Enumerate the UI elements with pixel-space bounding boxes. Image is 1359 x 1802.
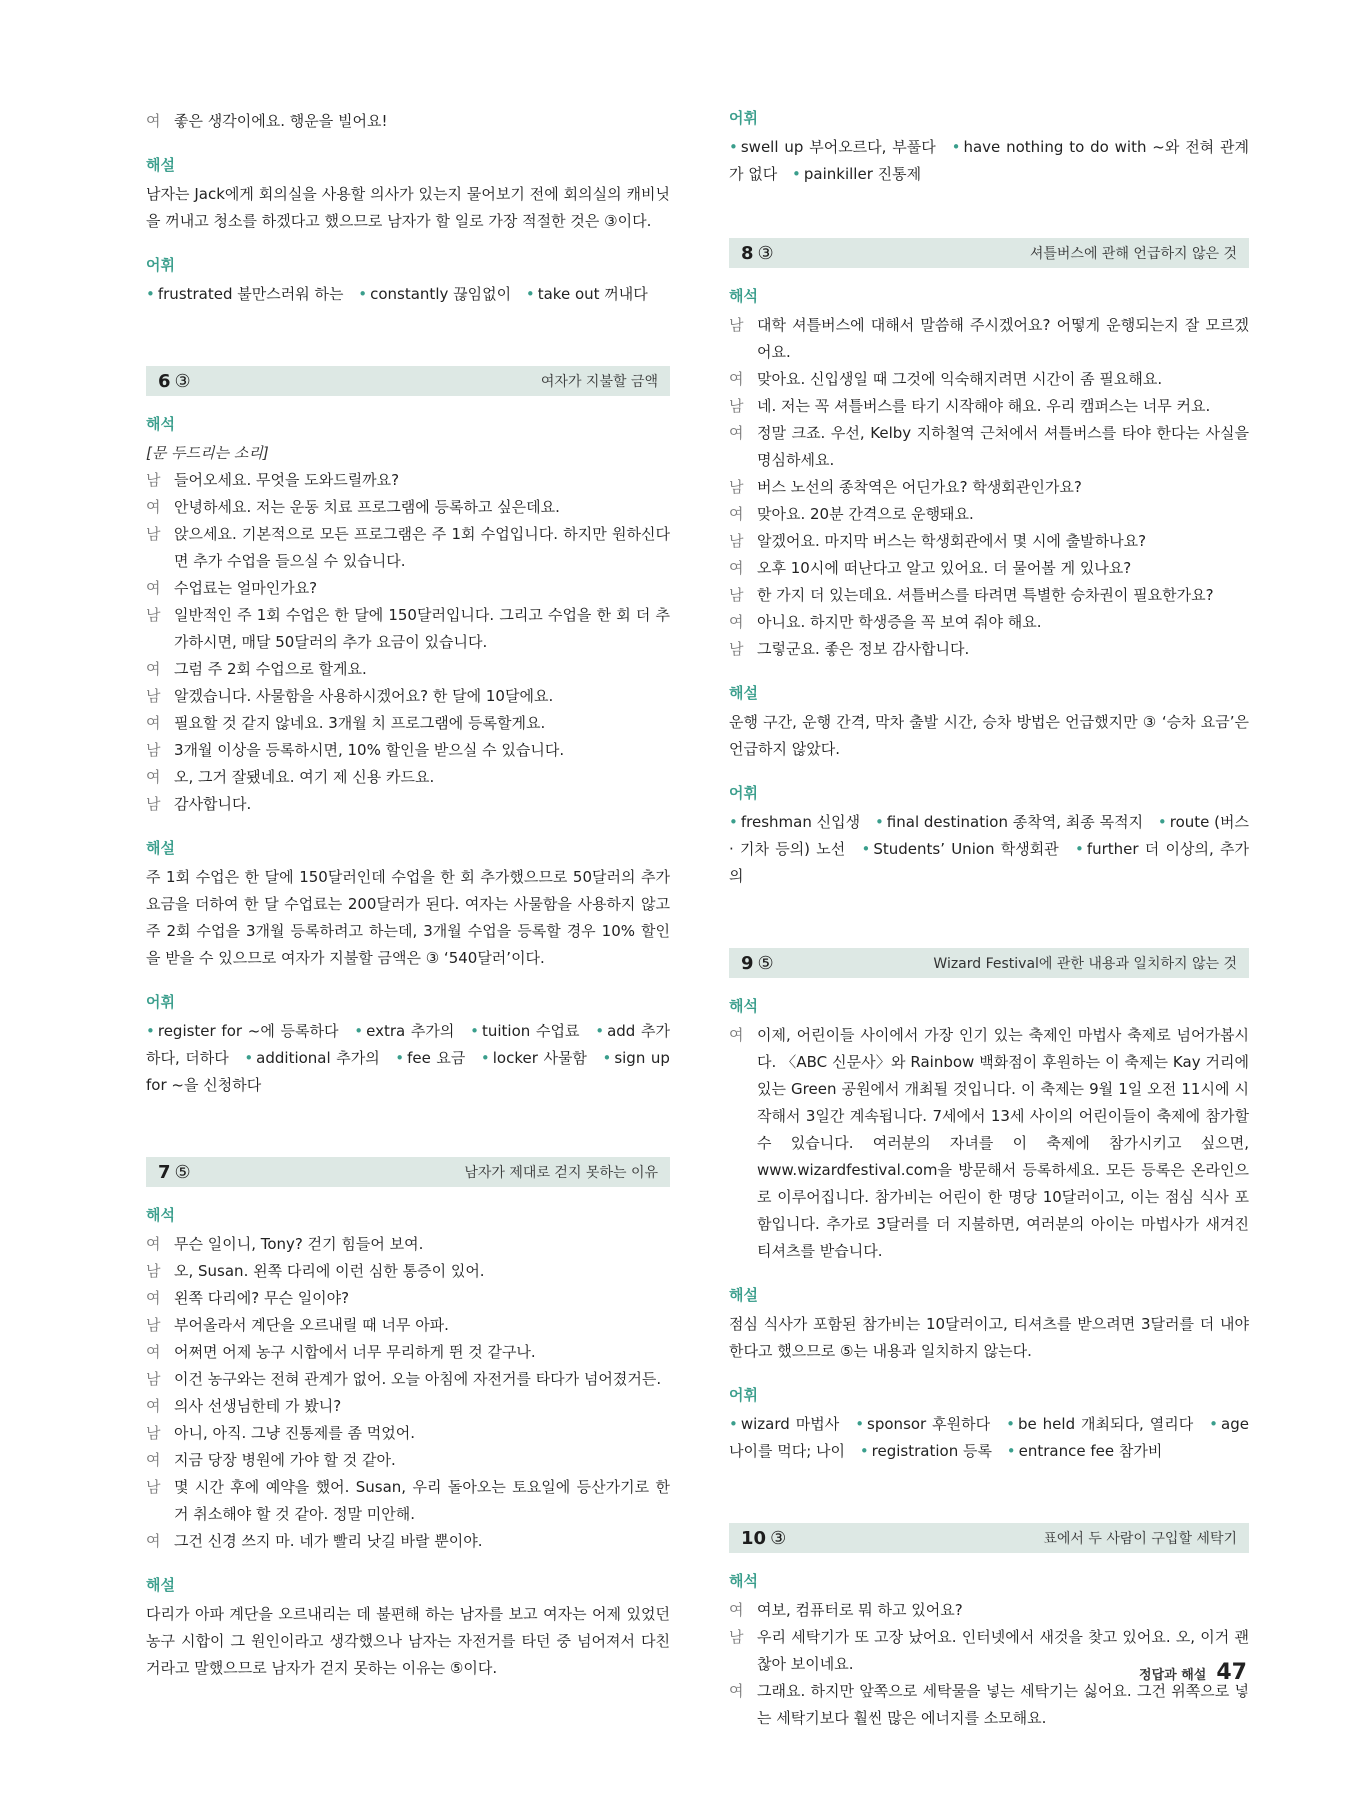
- dialogue-line: [146, 710, 670, 737]
- dialogue-line: [729, 609, 1249, 636]
- speaker: 남: [146, 1370, 161, 1388]
- speaker: 남: [729, 532, 744, 550]
- dialogue-line: [729, 420, 1249, 474]
- line-text: 감사합니다.: [174, 795, 252, 813]
- dialogue-line: [146, 1528, 670, 1555]
- vocab-item: take out 꺼내다: [537, 285, 648, 303]
- line-text: 몇 시간 후에 예약을 했어. Susan, 우리 돌아오는 토요일에 등산가기로 한 거 취소해야 할 것 같아. 정말 미안해.: [174, 1478, 670, 1523]
- translation-label: 해석: [146, 415, 175, 433]
- vocab-label: 어휘: [729, 109, 758, 127]
- dialogue-line: [146, 1447, 670, 1474]
- explain-label: 해설: [729, 1286, 758, 1304]
- dialogue-line: [146, 1231, 670, 1258]
- question-header-10: [729, 1523, 1249, 1553]
- line-text: 왼쪽 다리에? 무슨 일이야?: [174, 1289, 350, 1307]
- question-number: 8 ③: [741, 242, 774, 264]
- dialogue-line: [729, 1022, 1249, 1265]
- line-text: 오, 그거 잘됐네요. 여기 제 신용 카드요.: [174, 768, 435, 786]
- line-text: 부어올라서 계단을 오르내릴 때 너무 아파.: [174, 1316, 449, 1334]
- dialogue: [729, 1022, 1249, 1265]
- vocab-item: registration 등록: [871, 1442, 992, 1460]
- vocab-list: • wizard 마법사 • sponsor 후원하다 • be held 개최되다, 열리다 • age 나이를 먹다; 나이 • registration 등록 • entrance fee 참가비: [729, 1415, 1249, 1460]
- vocab-item: constantly 끊임없이: [370, 285, 512, 303]
- vocab-item: freshman 신입생: [740, 813, 861, 831]
- dialogue: [146, 467, 670, 818]
- speaker: 여: [146, 660, 161, 678]
- dialogue-line: [729, 636, 1249, 663]
- speaker: 여: [729, 559, 744, 577]
- line-text: 맞아요. 20분 간격으로 운행돼요.: [757, 505, 974, 523]
- speaker: 남: [146, 525, 161, 543]
- speaker: 여: [146, 1289, 161, 1307]
- page-footer: [1139, 1660, 1247, 1685]
- line-text: 그건 신경 쓰지 마. 네가 빨리 낫길 바랄 뿐이야.: [174, 1532, 483, 1550]
- speaker: 여: [146, 112, 161, 130]
- dialogue-line: [146, 1258, 670, 1285]
- dialogue-line: [729, 582, 1249, 609]
- dialogue-line: [146, 737, 670, 764]
- page-number: 47: [1216, 1660, 1247, 1685]
- line-text: 여보, 컴퓨터로 뭐 하고 있어요?: [757, 1601, 963, 1619]
- vocab-list: • frustrated 불만스러워 하는 • constantly 끊임없이 • take out 꺼내다: [146, 285, 648, 303]
- vocab-item: further 더 이상의, 추가의: [729, 840, 1249, 885]
- speaker: 여: [729, 1682, 744, 1700]
- vocab-item: route (버스 · 기차 등의) 노선: [729, 813, 1250, 858]
- dialogue-line: [146, 1366, 670, 1393]
- question-title: 여자가 지불할 금액: [540, 374, 658, 390]
- line-text: 네. 저는 꼭 셔틀버스를 타기 시작해야 해요. 우리 캠퍼스는 너무 커요.: [757, 397, 1211, 415]
- line-text: 지금 당장 병원에 가야 할 것 같아.: [174, 1451, 396, 1469]
- speaker: 남: [729, 478, 744, 496]
- vocab-item: painkiller 진통제: [803, 165, 922, 183]
- dialogue-line: [146, 108, 670, 135]
- vocab-item: entrance fee 참가비: [1018, 1442, 1163, 1460]
- answer-mark: ⑤: [757, 952, 774, 974]
- speaker: 남: [146, 606, 161, 624]
- question-header-8: [729, 238, 1249, 268]
- line-text: 우리 세탁기가 또 고장 났어요. 인터넷에서 새것을 찾고 있어요. 오, 이거 괜찮아 보이네요.: [757, 1628, 1249, 1673]
- dialogue-line: [146, 1312, 670, 1339]
- speaker: 여: [146, 498, 161, 516]
- speaker: 남: [729, 397, 744, 415]
- answer-mark: ⑤: [174, 1161, 191, 1183]
- vocab-label: 어휘: [729, 784, 758, 802]
- vocab-label: 어휘: [146, 993, 175, 1011]
- vocab-item: be held 개최되다, 열리다: [1017, 1415, 1194, 1433]
- explain-text: 운행 구간, 운행 간격, 막차 출발 시간, 승차 방법은 언급했지만 ③ ‘승차 요금’은 언급하지 않았다.: [729, 713, 1249, 758]
- line-text: 필요할 것 같지 않네요. 3개월 치 프로그램에 등록할게요.: [174, 714, 546, 732]
- vocab-item: extra 추가의: [366, 1022, 455, 1040]
- speaker: 여: [729, 505, 744, 523]
- vocab-list: • register for ~에 등록하다 • extra 추가의 • tuition 수업료 • add 추가하다, 더하다 • additional 추가의 • fee 요금 • locker 사물함 • sign up for ~을 신청하다: [146, 1022, 670, 1094]
- line-text: 아니요. 하지만 학생증을 꼭 보여 줘야 해요.: [757, 613, 1042, 631]
- speaker: 여: [729, 424, 744, 442]
- translation-label: 해석: [146, 1206, 175, 1224]
- line-text: 아니, 아직. 그냥 진통제를 좀 먹었어.: [174, 1424, 416, 1442]
- question-title: 셔틀버스에 관해 언급하지 않은 것: [1029, 246, 1237, 262]
- speaker: 여: [146, 1451, 161, 1469]
- translation-label: 해석: [729, 997, 758, 1015]
- answer-mark: ③: [174, 370, 191, 392]
- answer-mark: ③: [757, 242, 774, 264]
- translation-label: 해석: [729, 1572, 758, 1590]
- question-header-7: [146, 1157, 670, 1187]
- speaker: 여: [729, 1026, 744, 1044]
- dialogue-line: [729, 1678, 1249, 1732]
- vocab-item: frustrated 불만스러워 하는: [157, 285, 344, 303]
- dialogue-line: [729, 366, 1249, 393]
- line-text: 맞아요. 신입생일 때 그것에 익숙해지려면 시간이 좀 필요해요.: [757, 370, 1163, 388]
- explain-text: 점심 식사가 포함된 참가비는 10달러이고, 티셔츠를 받으려면 3달러를 더 내야 한다고 했으므로 ⑤는 내용과 일치하지 않는다.: [729, 1315, 1249, 1360]
- speaker: 여: [146, 768, 161, 786]
- line-text: 3개월 이상을 등록하시면, 10% 할인을 받으실 수 있습니다.: [174, 741, 565, 759]
- line-text: 한 가지 더 있는데요. 셔틀버스를 타려면 특별한 승차권이 필요한가요?: [757, 586, 1214, 604]
- speaker: 여: [729, 370, 744, 388]
- line-text: 그럼 주 2회 수업으로 할게요.: [174, 660, 367, 678]
- line-text: 그렇군요. 좋은 정보 감사합니다.: [757, 640, 970, 658]
- speaker: 남: [146, 741, 161, 759]
- vocab-item: fee 요금: [407, 1049, 466, 1067]
- speaker: 여: [729, 1601, 744, 1619]
- vocab-item: sign up for ~을 신청하다: [146, 1049, 670, 1094]
- dialogue-line: [146, 1339, 670, 1366]
- footer-title: 정답과 해설: [1139, 1668, 1207, 1683]
- line-text: 들어오세요. 무엇을 도와드릴까요?: [174, 471, 400, 489]
- translation-label: 해석: [729, 287, 758, 305]
- vocab-item: sponsor 후원하다: [867, 1415, 991, 1433]
- question-number: 7 ⑤: [158, 1161, 191, 1183]
- dialogue-line: [146, 467, 670, 494]
- dialogue-line: [729, 393, 1249, 420]
- speaker: 여: [729, 613, 744, 631]
- question-title: 표에서 두 사람이 구입할 세탁기: [1043, 1531, 1237, 1547]
- line-text: 수업료는 얼마인가요?: [174, 579, 318, 597]
- question-number: 10 ③: [741, 1527, 787, 1549]
- dialogue-line: [729, 474, 1249, 501]
- vocab-item: age 나이를 먹다; 나이: [729, 1415, 1249, 1460]
- line-text: 이건 농구와는 전혀 관계가 없어. 오늘 아침에 자전거를 타다가 넘어졌거든.: [174, 1370, 662, 1388]
- speaker: 여: [146, 714, 161, 732]
- line-text: 오, Susan. 왼쪽 다리에 이런 심한 통증이 있어.: [174, 1262, 485, 1280]
- speaker: 남: [146, 471, 161, 489]
- line-text: 좋은 생각이에요. 행운을 빌어요!: [174, 112, 388, 130]
- dialogue-line: [729, 312, 1249, 366]
- line-text: 앉으세요. 기본적으로 모든 프로그램은 주 1회 수업입니다. 하지만 원하신다면 추가 수업을 들으실 수 있습니다.: [174, 525, 670, 570]
- dialogue: [729, 312, 1249, 663]
- line-text: 알겠습니다. 사물함을 사용하시겠어요? 한 달에 10달에요.: [174, 687, 554, 705]
- vocab-item: add 추가하다, 더하다: [146, 1022, 670, 1067]
- speaker: 여: [146, 1235, 161, 1253]
- stage-direction: [문 두드리는 소리]: [146, 444, 269, 462]
- line-text: 이제, 어린이들 사이에서 가장 인기 있는 축제인 마법사 축제로 넘어가봅시다. 〈ABC 신문사〉와 Rainbow 백화점이 후원하는 이 축제는 Kay 거리에 있는 Green 공원에서 개최될 것입니다. 이 축제는 9월 1일 오전 11시에 시작해서 3일간 계속됩니다. 7세에서 13세 사이의 어린이들이 축제에 참가할 수 있습니다. 여러분의 자녀를 이 축제에 참가시키고 싶으면, www.wizardfestival.com을 방문해서 등록하세요. 모든 등록은 온라인으로 이루어집니다. 참가비는 어린이 한 명당 10달러이고, 이는 점심 식사 포함입니다. 추가로 3달러를 더 지불하면, 여러분의 아이는 마법사가 새겨진 티셔츠를 받습니다.: [757, 1026, 1249, 1260]
- line-text: 안녕하세요. 저는 운동 치료 프로그램에 등록하고 싶은데요.: [174, 498, 560, 516]
- dialogue-line: [729, 501, 1249, 528]
- explain-label: 해설: [146, 156, 175, 174]
- vocab-label: 어휘: [146, 256, 175, 274]
- line-text: 어쩌면 어제 농구 시합에서 너무 무리하게 뛴 것 같구나.: [174, 1343, 536, 1361]
- dialogue-line: [729, 528, 1249, 555]
- line-text: 그래요. 하지만 앞쪽으로 세탁물을 넣는 세탁기는 싫어요. 그건 위쪽으로 넣는 세탁기보다 훨씬 많은 에너지를 소모해요.: [757, 1682, 1249, 1727]
- answer-mark: ③: [770, 1527, 787, 1549]
- explain-label: 해설: [729, 684, 758, 702]
- explain-text: 주 1회 수업은 한 달에 150달러인데 수업을 한 회 추가했으므로 50달러의 추가 요금을 더하여 한 달 수업료는 200달러가 된다. 여자는 사물함을 사용하지 않고 주 2회 수업을 3개월 등록하려고 하는데, 3개월 수업을 등록할 경우 10% 할인을 받을 수 있으므로 여자가 지불할 금액은 ③ ‘540달러’이다.: [146, 868, 670, 967]
- vocab-item: register for ~에 등록하다: [157, 1022, 339, 1040]
- question-header-6: [146, 366, 670, 396]
- dialogue-line: [729, 1597, 1249, 1624]
- speaker: 남: [729, 1628, 744, 1646]
- dialogue-line: [729, 555, 1249, 582]
- dialogue-line: [146, 683, 670, 710]
- line-text: 의사 선생님한테 가 봤니?: [174, 1397, 342, 1415]
- dialogue: [146, 1231, 670, 1555]
- question-title: Wizard Festival에 관한 내용과 일치하지 않는 것: [933, 956, 1237, 972]
- speaker: 남: [729, 586, 744, 604]
- speaker: 남: [146, 1424, 161, 1442]
- speaker: 여: [146, 1343, 161, 1361]
- question-number: 6 ③: [158, 370, 191, 392]
- dialogue-line: [146, 575, 670, 602]
- vocab-item: swell up 부어오르다, 부풀다: [740, 138, 936, 156]
- dialogue-line: [146, 1285, 670, 1312]
- speaker: 남: [146, 1478, 161, 1496]
- vocab-item: final destination 종착역, 최종 목적지: [886, 813, 1144, 831]
- explain-text: 다리가 아파 계단을 오르내리는 데 불편해 하는 남자를 보고 여자는 어제 있었던 농구 시합이 그 원인이라고 생각했으나 남자는 자전거를 타던 중 넘어져서 다친 거라고 말했으므로 남자가 걷지 못하는 이유는 ⑤이다.: [146, 1605, 670, 1677]
- question-header-9: [729, 948, 1249, 978]
- speaker: 남: [729, 316, 744, 334]
- vocab-list: • freshman 신입생 • final destination 종착역, 최종 목적지 • route (버스 · 기차 등의) 노선 • Students’ Union 학생회관 • further 더 이상의, 추가의: [729, 813, 1250, 885]
- speaker: 남: [146, 795, 161, 813]
- speaker: 남: [729, 640, 744, 658]
- dialogue-line: [146, 602, 670, 656]
- right-column: [729, 108, 1249, 1732]
- vocab-item: additional 추가의: [256, 1049, 380, 1067]
- explain-text: 남자는 Jack에게 회의실을 사용할 의사가 있는지 물어보기 전에 회의실의 캐비닛을 꺼내고 청소를 하겠다고 했으므로 남자가 할 일로 가장 적절한 것은 ③이다.: [146, 185, 670, 230]
- line-text: 일반적인 주 1회 수업은 한 달에 150달러입니다. 그리고 수업을 한 회 더 추가하시면, 매달 50달러의 추가 요금이 있습니다.: [174, 606, 670, 651]
- question-title: 남자가 제대로 걷지 못하는 이유: [464, 1165, 658, 1181]
- dialogue-line: [146, 1420, 670, 1447]
- vocab-item: Students’ Union 학생회관: [873, 840, 1059, 858]
- line-text: 무슨 일이니, Tony? 걷기 힘들어 보여.: [174, 1235, 424, 1253]
- vocab-label: 어휘: [729, 1386, 758, 1404]
- line-text: 오후 10시에 떠난다고 알고 있어요. 더 물어볼 게 있나요?: [757, 559, 1132, 577]
- question-number: 9 ⑤: [741, 952, 774, 974]
- dialogue-line: [146, 764, 670, 791]
- vocab-item: tuition 수업료: [481, 1022, 580, 1040]
- line-text: 대학 셔틀버스에 대해서 말씀해 주시겠어요? 어떻게 운행되는지 잘 모르겠어요.: [757, 316, 1249, 361]
- dialogue-line: [146, 494, 670, 521]
- speaker: 여: [146, 1397, 161, 1415]
- dialogue-line: [146, 791, 670, 818]
- line-text: 정말 크죠. 우선, Kelby 지하철역 근처에서 셔틀버스를 타야 한다는 사실을 명심하세요.: [757, 424, 1249, 469]
- speaker: 남: [146, 1316, 161, 1334]
- dialogue-line: [146, 656, 670, 683]
- line-text: 버스 노선의 종착역은 어딘가요? 학생회관인가요?: [757, 478, 1082, 496]
- vocab-item: locker 사물함: [492, 1049, 587, 1067]
- dialogue-line: [146, 521, 670, 575]
- speaker: 여: [146, 579, 161, 597]
- explain-label: 해설: [146, 1576, 175, 1594]
- vocab-item: wizard 마법사: [740, 1415, 840, 1433]
- line-text: 알겠어요. 마지막 버스는 학생회관에서 몇 시에 출발하나요?: [757, 532, 1147, 550]
- left-column: [146, 108, 670, 1682]
- dialogue-line: [146, 1393, 670, 1420]
- explain-label: 해설: [146, 839, 175, 857]
- dialogue-line: [146, 1474, 670, 1528]
- speaker: 여: [146, 1532, 161, 1550]
- speaker: 남: [146, 687, 161, 705]
- vocab-list: • swell up 부어오르다, 부풀다 • have nothing to do with ~와 전혀 관계가 없다 • painkiller 진통제: [729, 138, 1249, 183]
- vocab-item: have nothing to do with ~와 전혀 관계가 없다: [729, 138, 1249, 183]
- speaker: 남: [146, 1262, 161, 1280]
